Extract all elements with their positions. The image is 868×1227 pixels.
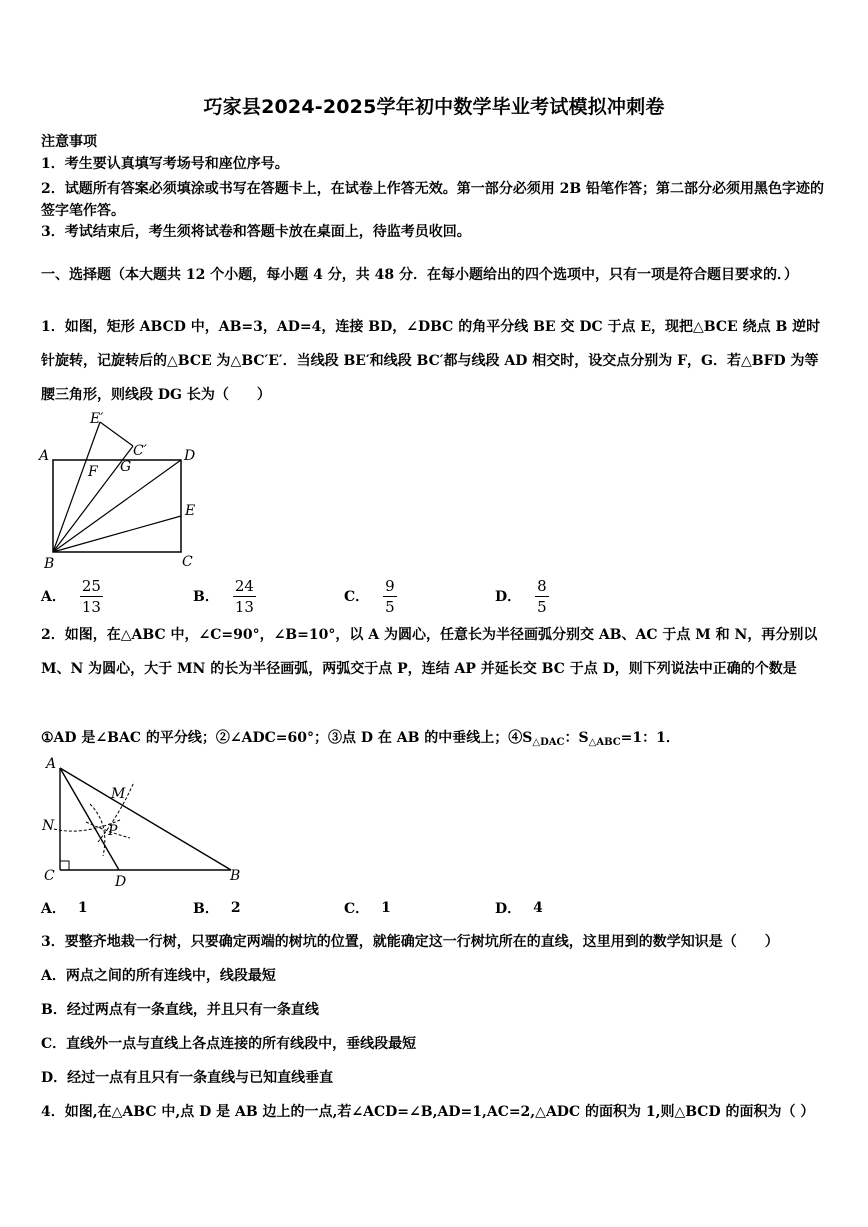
fraction — [233, 576, 256, 617]
option-value: 1 — [381, 900, 391, 916]
denominator: 5 — [385, 597, 395, 616]
option-letter: D． — [495, 901, 522, 917]
option-letter: D． — [495, 589, 522, 605]
denominator: 5 — [537, 597, 547, 616]
option-letter: B． — [193, 901, 219, 917]
label-g: G — [120, 459, 132, 475]
section1-heading: 一、选择题（本大题共 12 个小题，每小题 4 分，共 48 分．在每小题给出的四个选项中，只有一项是符合题目要求的．） — [41, 267, 798, 283]
numerator: 8 — [537, 576, 547, 595]
segment-ad — [60, 768, 119, 870]
q1-figure — [38, 408, 208, 574]
q3-option-b[interactable]: B．经过两点有一条直线，并且只有一条直线 — [41, 1002, 319, 1018]
notice-item-3: 3．考试结束后，考生须将试卷和答题卡放在桌面上，待监考员收回。 — [41, 224, 471, 240]
notice-item-2: 2．试题所有答案必须填涂或书写在答题卡上，在试卷上作答无效。第一部分必须用 2B 铅笔作答；第二部分必须用黑色字迹的签字笔作答。 — [41, 181, 825, 219]
option-value: 4 — [533, 900, 543, 916]
right-angle-mark — [60, 861, 69, 870]
denominator: 13 — [234, 597, 254, 616]
label-b: B — [44, 556, 55, 572]
numerator: 9 — [385, 576, 395, 595]
arc-p-1 — [90, 804, 105, 856]
option-letter: A． — [41, 589, 66, 605]
label-a: A — [39, 448, 50, 464]
label-e: E — [185, 503, 196, 519]
label-d: D — [184, 448, 196, 464]
label-n: N — [42, 818, 55, 834]
q2-option-a[interactable] — [41, 886, 88, 930]
segment-e-prime-c-prime — [100, 422, 133, 446]
subscript-abc: △ABC — [588, 737, 621, 748]
segment-bd — [53, 460, 181, 552]
label-a: A — [46, 756, 57, 772]
segment-be-prime — [53, 422, 100, 552]
fraction — [80, 576, 103, 617]
label-f: F — [88, 464, 98, 480]
page-title: 巧家县2024-2025学年初中数学毕业考试模拟冲刺卷 — [203, 96, 665, 118]
q1-option-b[interactable] — [193, 574, 256, 618]
q4-text: 4．如图,在△ABC 中,点 D 是 AB 边上的一点,若∠ACD=∠B,AD=1,AC=2,△ADC 的面积为 1,则△BCD 的面积为（ ） — [41, 1104, 815, 1120]
q1-option-d[interactable] — [495, 574, 549, 618]
q3-option-a[interactable]: A．两点之间的所有连线中，线段最短 — [41, 968, 276, 984]
label-p: P — [108, 823, 118, 839]
option-value: 2 — [230, 900, 241, 916]
numerator: 24 — [234, 576, 254, 595]
q2-option-b[interactable] — [193, 886, 241, 930]
segment-be — [53, 516, 181, 552]
denominator: 13 — [81, 597, 101, 616]
q1-options — [41, 574, 831, 618]
q2-figure — [38, 752, 248, 894]
fraction — [535, 576, 549, 617]
ratio-separator: ：S — [564, 730, 589, 746]
option-letter: C． — [344, 589, 370, 605]
option-letter: A． — [41, 901, 66, 917]
label-d: D — [115, 874, 127, 890]
notice-heading: 注意事项 — [41, 134, 97, 150]
option-letter: B． — [193, 589, 219, 605]
label-c: C — [44, 868, 55, 884]
ratio-value: =1：1． — [620, 730, 680, 746]
subscript-dac: △DAC — [532, 737, 565, 748]
q2-option-d[interactable] — [495, 886, 543, 930]
label-m: M — [111, 786, 126, 802]
label-e-prime: E′ — [90, 411, 104, 427]
q1-option-c[interactable] — [344, 574, 397, 618]
q3-text: 3．要整齐地栽一行树，只要确定两端的树坑的位置，就能确定这一行树坑所在的直线，这里用到的数学知识是（ ） — [41, 934, 779, 950]
label-b: B — [230, 868, 241, 884]
q2-text: 2．如图，在△ABC 中，∠C=90°，∠B=10°，以 A 为圆心，任意长为半径画弧分别交 AB、AC 于点 M 和 N，再分别以 M、N 为圆心，大于 MN 的长为半径画弧，两弧交于点 P，连结 AP 并延长交 BC 于点 D，则下列说法中正确的个数是 — [41, 627, 818, 677]
label-c: C — [182, 554, 193, 570]
option-letter: C． — [344, 901, 370, 917]
q2-option-c[interactable] — [344, 886, 391, 930]
numerator: 25 — [81, 576, 101, 595]
statements-text: ①AD 是∠BAC 的平分线；②∠ADC=60°；③点 D 在 AB 的中垂线上；④S — [41, 730, 533, 746]
label-c-prime: C′ — [133, 443, 147, 459]
q2-statements — [41, 728, 831, 753]
q2-options — [41, 886, 831, 930]
q3-option-c[interactable]: C．直线外一点与直线上各点连接的所有线段中，垂线段最短 — [41, 1036, 417, 1052]
q1-text: 1．如图，矩形 ABCD 中，AB=3，AD=4，连接 BD，∠DBC 的角平分线 BE 交 DC 于点 E，现把△BCE 绕点 B 逆时针旋转，记旋转后的△BCE 为△BC′E′．当线段 BE′和线段 BC′都与线段 AD 相交时，设交点分别为 F，G．若△BFD 为等腰三角形，则线段 DG 长为（ ） — [41, 319, 821, 403]
fraction — [383, 576, 397, 617]
segment-ab — [60, 768, 231, 870]
q1-option-a[interactable] — [41, 574, 103, 618]
q3-option-d[interactable]: D．经过一点有且只有一条直线与已知直线垂直 — [41, 1070, 334, 1086]
notice-item-1: 1．考生要认真填写考场号和座位序号。 — [41, 156, 289, 172]
option-value: 1 — [77, 900, 88, 916]
